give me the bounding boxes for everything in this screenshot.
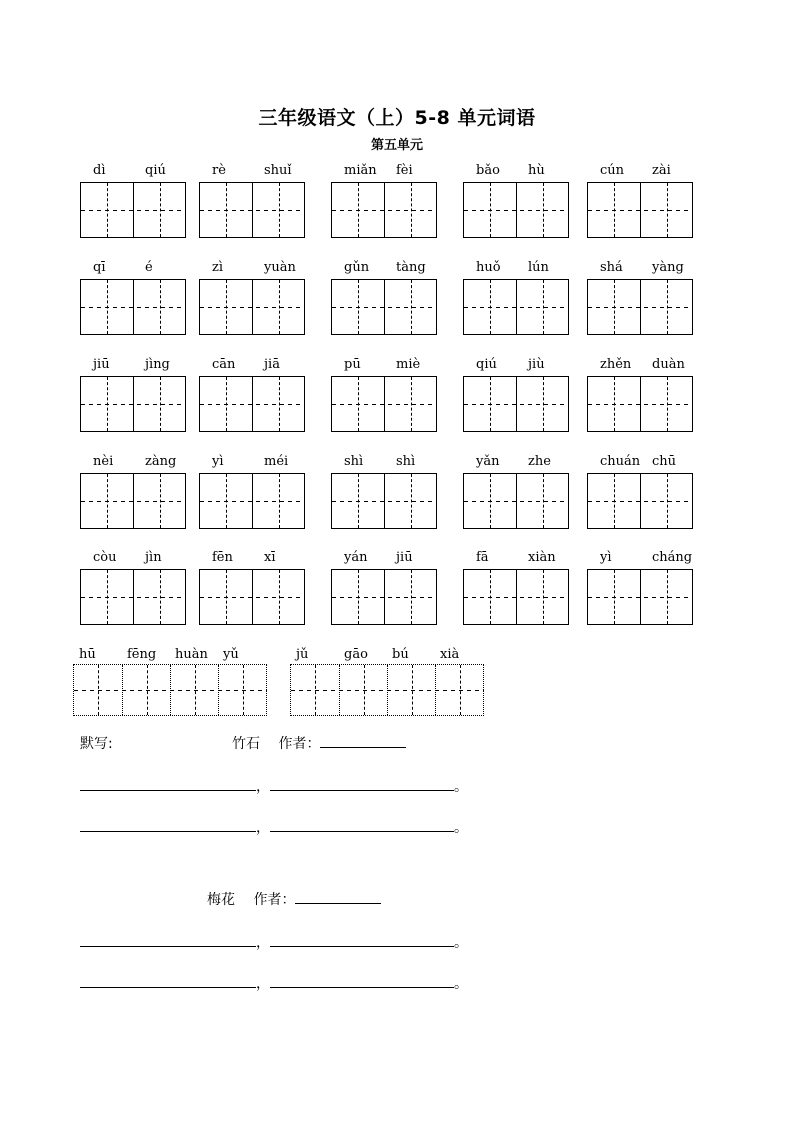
poem1-title: 竹石: [232, 736, 260, 752]
writing-cell[interactable]: [133, 280, 185, 334]
answer-blank[interactable]: [80, 946, 256, 947]
word-item: [463, 551, 573, 627]
writing-cell[interactable]: [200, 183, 252, 237]
pinyin-label: hū: [79, 647, 96, 662]
word-item: [463, 455, 573, 531]
pinyin-label: cháng: [652, 550, 693, 565]
pinyin-label: rè: [212, 163, 226, 178]
pinyin-label: jǔ: [296, 647, 309, 662]
pinyin-label: é: [145, 260, 153, 275]
pinyin-label: qiú: [476, 357, 497, 372]
writing-cell[interactable]: [384, 280, 436, 334]
pinyin-label: bǎo: [476, 163, 500, 178]
pinyin-label: fèi: [396, 163, 413, 178]
writing-cell[interactable]: [640, 183, 692, 237]
writing-cell[interactable]: [81, 570, 133, 624]
poem2-heading: [207, 889, 381, 909]
writing-grid: [80, 473, 186, 529]
writing-cell[interactable]: [74, 665, 122, 715]
period-mark: 。: [454, 779, 468, 795]
pinyin-label: miǎn: [344, 163, 377, 178]
writing-cell[interactable]: [332, 280, 384, 334]
writing-cell[interactable]: [384, 377, 436, 431]
pinyin-label: fēn: [212, 550, 233, 565]
writing-grid: [587, 473, 693, 529]
writing-grid: [587, 279, 693, 335]
writing-cell[interactable]: [200, 474, 252, 528]
writing-cell[interactable]: [516, 377, 568, 431]
pinyin-label: yán: [344, 550, 368, 565]
writing-grid: [331, 569, 437, 625]
writing-cell[interactable]: [133, 474, 185, 528]
writing-cell[interactable]: [133, 377, 185, 431]
word-item: [463, 164, 573, 240]
word-item: [331, 455, 441, 531]
pinyin-label: shì: [344, 454, 364, 469]
writing-cell[interactable]: [170, 665, 218, 715]
word-item: [199, 261, 309, 337]
writing-cell[interactable]: [218, 665, 266, 715]
pinyin-label: jiū: [396, 550, 413, 565]
writing-grid: [587, 182, 693, 238]
writing-cell[interactable]: [332, 570, 384, 624]
pinyin-label: zhe: [528, 454, 551, 469]
writing-grid: [199, 569, 305, 625]
writing-cell[interactable]: [384, 183, 436, 237]
writing-grid: [80, 279, 186, 335]
writing-cell[interactable]: [252, 474, 304, 528]
pinyin-label: hù: [528, 163, 545, 178]
pinyin-label: shì: [396, 454, 416, 469]
writing-cell[interactable]: [640, 474, 692, 528]
word-item: [587, 551, 697, 627]
writing-grid: [331, 279, 437, 335]
writing-cell[interactable]: [464, 280, 516, 334]
poem1-line-2: [80, 817, 468, 837]
writing-cell[interactable]: [252, 570, 304, 624]
word-item: [587, 358, 697, 434]
writing-cell[interactable]: [252, 280, 304, 334]
pinyin-label: nèi: [93, 454, 114, 469]
word-item: [80, 551, 190, 627]
writing-grid: [80, 569, 186, 625]
pinyin-label: huàn: [175, 647, 208, 662]
pinyin-label: zì: [212, 260, 224, 275]
pinyin-label: pū: [344, 357, 361, 372]
poem2-author-label: 作者：: [253, 892, 296, 908]
answer-blank[interactable]: [80, 987, 256, 988]
word-item: [463, 358, 573, 434]
answer-blank[interactable]: [270, 831, 454, 832]
word-item: [199, 455, 309, 531]
writing-grid: [199, 473, 305, 529]
writing-cell[interactable]: [81, 280, 133, 334]
period-mark: 。: [454, 976, 468, 992]
writing-cell[interactable]: [516, 570, 568, 624]
answer-blank[interactable]: [270, 946, 454, 947]
writing-cell[interactable]: [122, 665, 170, 715]
writing-grid: [587, 376, 693, 432]
writing-cell[interactable]: [464, 183, 516, 237]
pinyin-label: cān: [212, 357, 236, 372]
period-mark: 。: [454, 820, 468, 836]
writing-grid: [463, 182, 569, 238]
writing-cell[interactable]: [588, 280, 640, 334]
comma-mark: ，: [256, 935, 270, 951]
pinyin-label: yì: [212, 454, 224, 469]
writing-cell[interactable]: [464, 377, 516, 431]
word-item: [80, 358, 190, 434]
writing-cell[interactable]: [332, 377, 384, 431]
pinyin-label: còu: [93, 550, 117, 565]
writing-cell[interactable]: [200, 280, 252, 334]
pinyin-label: shá: [600, 260, 623, 275]
writing-grid: [290, 664, 484, 716]
word-item: [80, 164, 190, 240]
writing-cell[interactable]: [252, 377, 304, 431]
writing-cell[interactable]: [133, 570, 185, 624]
comma-mark: ，: [256, 976, 270, 992]
writing-grid: [331, 182, 437, 238]
pinyin-label: méi: [264, 454, 289, 469]
answer-blank[interactable]: [80, 831, 256, 832]
poem1-line-1: [80, 776, 468, 796]
pinyin-label: jìn: [145, 550, 162, 565]
pinyin-label: bú: [392, 647, 409, 662]
pinyin-label: cún: [600, 163, 625, 178]
pinyin-label: gāo: [344, 647, 368, 662]
pinyin-label: xiàn: [528, 550, 556, 565]
poem2-title: 梅花: [207, 892, 235, 908]
answer-blank[interactable]: [80, 790, 256, 791]
word-item: [331, 358, 441, 434]
pinyin-label: yǔ: [223, 647, 239, 662]
writing-cell[interactable]: [200, 377, 252, 431]
pinyin-label: fēng: [127, 647, 157, 662]
writing-grid: [80, 376, 186, 432]
writing-grid: [331, 473, 437, 529]
idiom-item: [73, 648, 269, 718]
writing-cell[interactable]: [81, 183, 133, 237]
writing-cell[interactable]: [387, 665, 435, 715]
writing-cell[interactable]: [332, 183, 384, 237]
unit-heading: 第五单元: [370, 138, 423, 153]
pinyin-label: xià: [440, 647, 460, 662]
pinyin-label: shuǐ: [264, 163, 292, 178]
writing-grid: [331, 376, 437, 432]
pinyin-label: yǎn: [476, 454, 500, 469]
pinyin-label: jiū: [93, 357, 110, 372]
comma-mark: ，: [256, 779, 270, 795]
pinyin-label: jiā: [264, 357, 280, 372]
answer-blank[interactable]: [270, 790, 454, 791]
pinyin-label: tàng: [396, 260, 426, 275]
writing-cell[interactable]: [640, 570, 692, 624]
answer-blank[interactable]: [270, 987, 454, 988]
page-title: 三年级语文（上）5-8 单元词语: [258, 107, 536, 129]
word-item: [587, 261, 697, 337]
writing-cell[interactable]: [464, 570, 516, 624]
word-item: [199, 551, 309, 627]
pinyin-label: fā: [476, 550, 489, 565]
pinyin-label: lún: [528, 260, 549, 275]
writing-cell[interactable]: [516, 474, 568, 528]
word-item: [587, 455, 697, 531]
writing-cell[interactable]: [464, 474, 516, 528]
pinyin-label: yàng: [652, 260, 684, 275]
poem2-line-1: [80, 932, 468, 952]
writing-cell[interactable]: [516, 183, 568, 237]
poem2-line-2: [80, 973, 468, 993]
pinyin-label: duàn: [652, 357, 685, 372]
writing-cell[interactable]: [516, 280, 568, 334]
writing-cell[interactable]: [384, 474, 436, 528]
pinyin-label: chū: [652, 454, 677, 469]
pinyin-label: qī: [93, 260, 106, 275]
writing-cell[interactable]: [384, 570, 436, 624]
pinyin-label: jìng: [145, 357, 170, 372]
pinyin-label: jiù: [528, 357, 545, 372]
poem2-author-blank[interactable]: [295, 903, 381, 904]
writing-cell[interactable]: [588, 570, 640, 624]
word-item: [463, 261, 573, 337]
word-item: [80, 261, 190, 337]
idiom-item: [290, 648, 486, 718]
writing-grid: [199, 376, 305, 432]
writing-cell[interactable]: [640, 377, 692, 431]
word-item: [331, 261, 441, 337]
pinyin-label: yuàn: [264, 260, 296, 275]
writing-cell[interactable]: [81, 474, 133, 528]
word-item: [80, 455, 190, 531]
writing-grid: [463, 473, 569, 529]
word-item: [331, 164, 441, 240]
pinyin-label: zhěn: [600, 357, 632, 372]
writing-cell[interactable]: [640, 280, 692, 334]
writing-grid: [199, 279, 305, 335]
word-item: [587, 164, 697, 240]
period-mark: 。: [454, 935, 468, 951]
writing-cell[interactable]: [588, 183, 640, 237]
writing-cell[interactable]: [291, 665, 339, 715]
poem1-author-label: 作者：: [278, 736, 321, 752]
poem1-heading: [232, 733, 406, 753]
pinyin-label: yì: [600, 550, 612, 565]
pinyin-label: zàng: [145, 454, 177, 469]
pinyin-label: chuán: [600, 454, 641, 469]
word-item: [199, 164, 309, 240]
writing-cell[interactable]: [588, 377, 640, 431]
writing-cell[interactable]: [588, 474, 640, 528]
pinyin-label: miè: [396, 357, 421, 372]
comma-mark: ，: [256, 820, 270, 836]
writing-grid: [80, 182, 186, 238]
writing-cell[interactable]: [435, 665, 483, 715]
dictation-label: 默写:: [80, 736, 113, 752]
writing-cell[interactable]: [332, 474, 384, 528]
writing-cell[interactable]: [133, 183, 185, 237]
writing-grid: [587, 569, 693, 625]
word-item: [331, 551, 441, 627]
writing-cell[interactable]: [252, 183, 304, 237]
pinyin-label: qiú: [145, 163, 166, 178]
pinyin-label: gǔn: [344, 260, 370, 275]
writing-cell[interactable]: [81, 377, 133, 431]
writing-grid: [199, 182, 305, 238]
pinyin-label: xī: [264, 550, 276, 565]
writing-grid: [73, 664, 267, 716]
pinyin-label: zài: [652, 163, 671, 178]
pinyin-label: dì: [93, 163, 106, 178]
writing-cell[interactable]: [339, 665, 387, 715]
writing-grid: [463, 376, 569, 432]
word-item: [199, 358, 309, 434]
pinyin-label: huǒ: [476, 260, 501, 275]
writing-cell[interactable]: [200, 570, 252, 624]
writing-grid: [463, 279, 569, 335]
writing-grid: [463, 569, 569, 625]
poem1-author-blank[interactable]: [320, 747, 406, 748]
